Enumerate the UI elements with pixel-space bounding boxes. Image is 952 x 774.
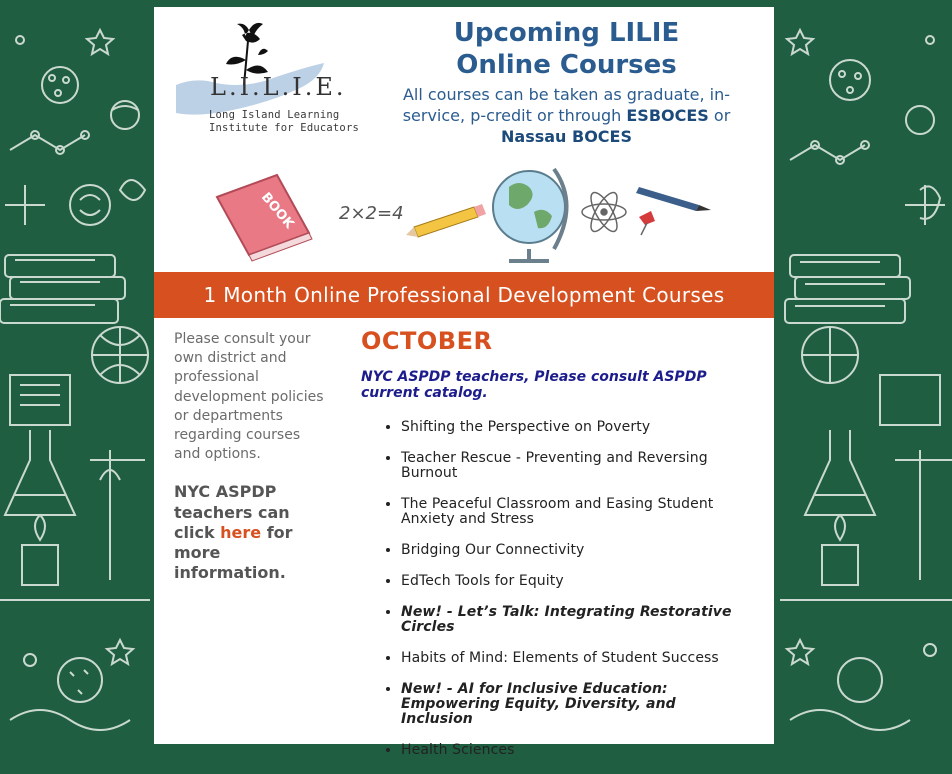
course-list [361, 420, 746, 758]
nyc-aspdp-note: NYC ASPDP teachers, Please consult ASPDP current catalog. [361, 369, 707, 401]
course-list-section [361, 327, 746, 774]
course-item[interactable]: • Health Sciences [401, 743, 746, 758]
course-item[interactable]: • The Peaceful Classroom and Easing Student Anxiety and Stress [401, 497, 746, 527]
lilie-logo[interactable] [174, 15, 359, 140]
svg-text:BOOK: BOOK [257, 189, 297, 232]
nassau-boces-label: Nassau BOCES [501, 127, 632, 146]
equation-doodle: 2×2=4 [339, 203, 404, 224]
header-subtitle: All courses can be taken as graduate, in-service, p-credit or through ESBOCES or Nassau BOCES [402, 85, 731, 146]
page-title: Upcoming LILIE Online Courses [453, 18, 680, 80]
logo-tagline: Long Island Learning Institute for Educators [209, 109, 359, 134]
course-item-new[interactable]: • New! - Let’s Talk: Integrating Restorative Circles [401, 605, 746, 635]
esboces-label: ESBOCES [626, 106, 709, 125]
sidebar [174, 330, 324, 583]
newsletter-card [154, 7, 774, 758]
course-item[interactable]: • Shifting the Perspective on Poverty [401, 420, 746, 435]
course-item[interactable]: • EdTech Tools for Equity [401, 574, 746, 589]
logo-wordmark: L.I.L.I.E. [210, 73, 347, 101]
globe-icon [493, 169, 567, 261]
course-item[interactable]: • Teacher Rescue - Preventing and Reversing Burnout [401, 451, 746, 481]
district-policy-note: Please consult your own district and professional development policies or departments regarding courses and options. [174, 331, 324, 463]
pen-icon [636, 187, 711, 211]
book-icon [217, 175, 312, 261]
header-title-block [394, 17, 739, 147]
course-duration-banner: 1 Month Online Professional Development Courses [154, 272, 774, 318]
school-supplies-illustration [209, 157, 719, 267]
course-item[interactable]: • Habits of Mind: Elements of Student Success [401, 651, 746, 666]
atom-icon [582, 189, 626, 235]
newsletter-header [154, 7, 774, 162]
here-link[interactable]: here [220, 522, 262, 542]
month-heading: OCTOBER [361, 327, 493, 355]
nyc-aspdp-cta: NYC ASPDP teachers can click here for more information. [174, 482, 293, 583]
pushpin-icon [639, 211, 655, 235]
course-item-new[interactable]: • New! - AI for Inclusive Education: Empowering Equity, Diversity, and Inclusion [401, 682, 746, 727]
pencil-icon [406, 204, 486, 237]
course-item[interactable]: • Bridging Our Connectivity [401, 543, 746, 558]
